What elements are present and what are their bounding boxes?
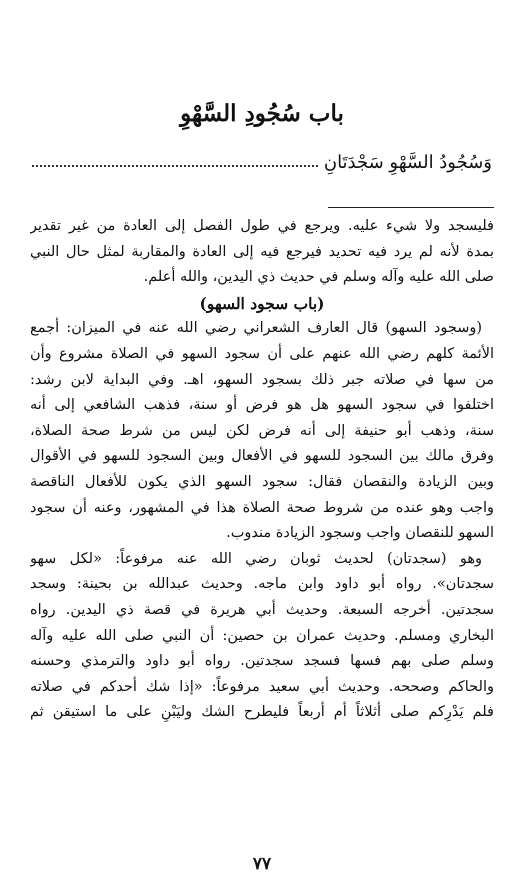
text-line: وبين الزيادة والنقصان فقال: سجود السهو الذي يكون للأفعال الناقصة — [30, 473, 494, 490]
text-line: اختلفوا في سجود السهو هل هو فرض أو سنة، فذهب الشافعي إلى أنه — [30, 397, 494, 414]
chapter-title: باب سُجُودِ السَّهْوِ — [180, 100, 344, 127]
dotted-leader — [32, 165, 318, 167]
section-heading: (باب سجود السهو) — [199, 293, 325, 313]
page-number: ٧٧ — [252, 854, 272, 874]
footnote-separator — [328, 207, 494, 208]
text-line: سنة، وذهب أبو حنيفة إلى أنه فرض لكن ليس من شرط صحة الصلاة، — [30, 422, 494, 439]
text-line: الأئمة كلهم رضي الله عنهم على أن سجود السهو في الصلاة مشروع وأن — [30, 345, 494, 362]
text-line: البخاري ومسلم. وحديث عمران بن حصين: أن النبي صلى الله عليه وآله — [30, 627, 494, 644]
text-line: سجدتان». رواه أبو داود وابن ماجه. وحديث عبدالله بن بحينة: وسجد — [30, 576, 494, 593]
text-line: بمدة لأنه لم يرد فيه تحديد فيرجع فيه إلى العادة والمقاربة لمثل حال النبي — [30, 243, 494, 260]
text-line: السهو للنقصان واجب وسجود الزيادة مندوب. — [226, 525, 494, 542]
text-line: والحاكم وصححه. وحديث أبي سعيد مرفوعاً: «إذا شك أحدكم في صلاته — [30, 678, 494, 695]
text-line: وفرق مالك بين السجود للسهو في الأفعال وبين السجود للسهو في الأقوال — [30, 448, 494, 465]
text-line: (وسجود السهو) قال العارف الشعراني رضي الله عنه في الميزان: أجمع — [30, 320, 482, 337]
text-line: فلم يَدْرِكم صلى أثلاثاً أم أربعاً فليطرح الشك وليَبْنِ على ما استيقن ثم — [30, 704, 494, 721]
matn-line — [32, 150, 492, 176]
text-line: صلى الله عليه وآله وسلم في حديث ذي اليدين، والله أعلم. — [143, 269, 494, 286]
commentary-body — [30, 214, 494, 726]
text-line: من سها في صلاته جبر ذلك بسجود السهو، اهـ. وفي البداية لابن رشد: — [30, 371, 494, 388]
matn-text: وَسُجُودُ السَّهْوِ سَجْدَتَانِ — [323, 152, 492, 173]
text-line: واجب وهو عنده من شروط صحة الصلاة هذا في المشهور، وعنه أن سجود — [30, 499, 494, 516]
text-line: وهو (سجدتان) لحديث ثوبان رضي الله عنه مرفوعاً: «لكل سهو — [30, 550, 482, 567]
text-line: سجدتين. أخرجه السبعة. وحديث أبي هريرة في قصة ذي اليدين. رواه — [30, 601, 494, 618]
text-line: فليسجد ولا شيء عليه. ويرجع في طول الفصل إلى العادة من غير تقدير — [30, 218, 494, 234]
text-line: وسلم صلى بهم فسها فسجد سجدتين. رواه أبو داود والترمذي وحسنه — [30, 653, 494, 670]
